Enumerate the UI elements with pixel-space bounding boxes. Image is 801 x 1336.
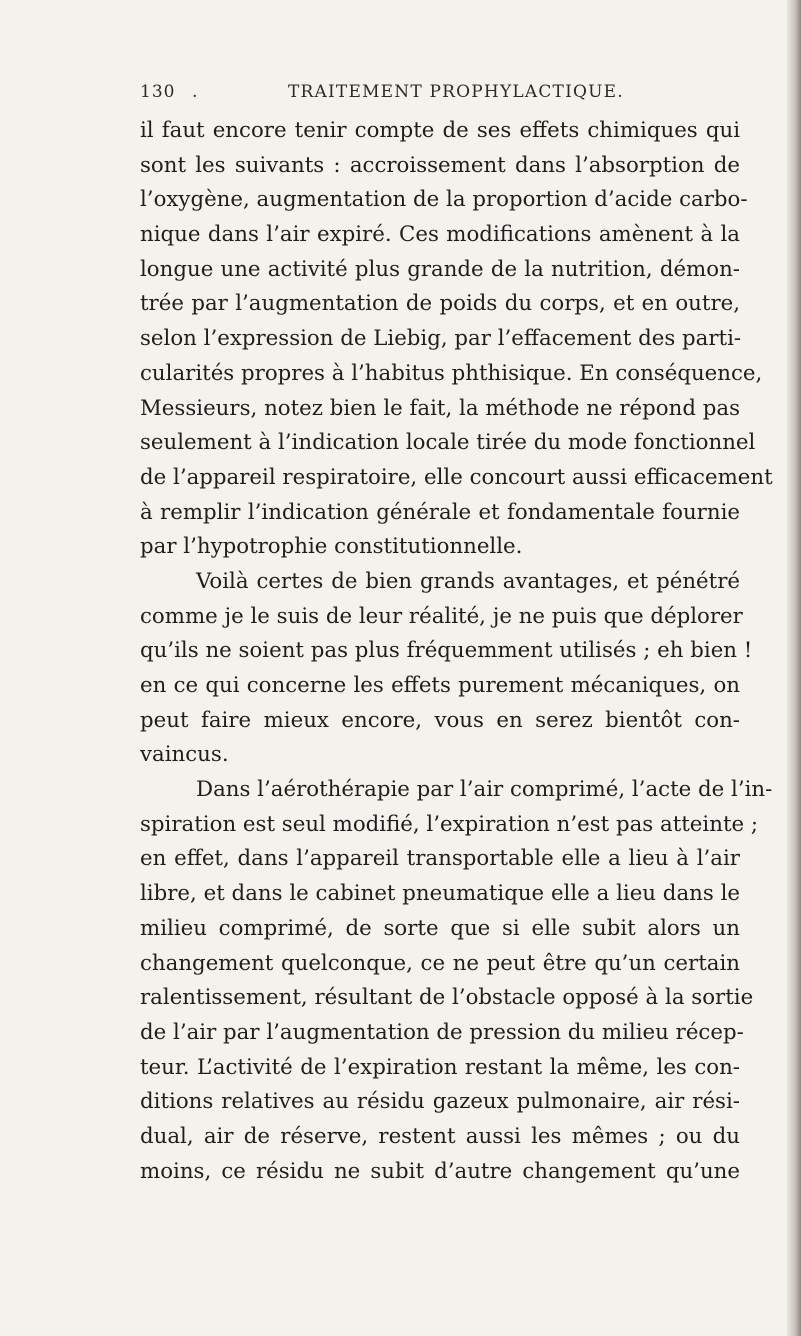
body-text (140, 114, 773, 1189)
header-separator: . (192, 82, 198, 102)
paragraph-1 (140, 114, 773, 565)
text-line: en ce qui concerne les effets purement mécaniques, on (140, 673, 740, 698)
text-line: selon l’expression de Liebig, par l’effacement des parti- (140, 326, 742, 352)
page-edge-shadow (787, 0, 801, 1336)
text-line: l’oxygène, augmentation de la proportion d’acide carbo- (140, 187, 748, 213)
text-line: qu’ils ne soient pas plus fréquemment utilisés ; eh bien ! (140, 638, 753, 664)
text-line: de l’appareil respiratoire, elle concourt aussi efficacement (140, 464, 773, 490)
text-line: en effet, dans l’appareil transportable elle a lieu à l’air (140, 846, 740, 872)
running-title: TRAITEMENT PROPHYLACTIQUE. (288, 82, 624, 102)
text-line: par l’hypotrophie constitutionnelle. (140, 534, 523, 560)
text-line: ditions relatives au résidu gazeux pulmonaire, air rési- (140, 1089, 740, 1115)
text-line: il faut encore tenir compte de ses effets chimiques qui (140, 118, 740, 143)
text-line: moins, ce résidu ne subit d’autre changement qu’une (140, 1158, 740, 1184)
text-line: dual, air de réserve, restent aussi les mêmes ; ou du (140, 1123, 740, 1149)
text-line: ralentissement, résultant de l’obstacle opposé à la sortie (140, 985, 754, 1011)
text-line: Dans l’aérothérapie par l’air comprimé, l’acte de l’in- (196, 777, 773, 803)
text-line: sont les suivants : accroissement dans l’absorption de (140, 152, 740, 178)
text-line: Voilà certes de bien grands avantages, et pénétré (196, 568, 740, 594)
text-line: libre, et dans le cabinet pneumatique elle a lieu dans le (140, 881, 740, 907)
text-line: comme je le suis de leur réalité, je ne puis que déplorer (140, 603, 743, 629)
text-line: trée par l’augmentation de poids du corps, et en outre, (140, 291, 740, 317)
text-line: cularités propres à l’habitus phthisique. En conséquence, (140, 360, 763, 386)
text-line: seulement à l’indication locale tirée du mode fonctionnel (140, 430, 756, 456)
text-line: teur. L’activité de l’expiration restant la même, les con- (140, 1054, 740, 1080)
text-line: spiration est seul modifié, l’expiration n’est pas atteinte ; (140, 811, 759, 837)
text-line: longue une activité plus grande de la nutrition, démon- (140, 256, 740, 282)
paragraph-2 (140, 565, 753, 773)
text-line: de l’air par l’augmentation de pression du milieu récep- (140, 1019, 744, 1045)
text-line: milieu comprimé, de sorte que si elle subit alors un (140, 915, 740, 941)
text-line: peut faire mieux encore, vous en serez bientôt con- (140, 707, 740, 733)
page-number: 130 (140, 82, 176, 102)
text-line: changement quelconque, ce ne peut être qu’un certain (140, 950, 740, 976)
text-line: Messieurs, notez bien le fait, la méthode ne répond pas (140, 395, 740, 421)
text-line: vaincus. (140, 742, 229, 768)
text-line: nique dans l’air expiré. Ces modifications amènent à la (140, 222, 740, 248)
paragraph-3 (140, 773, 773, 1189)
page-header (140, 82, 700, 112)
text-line: à remplir l’indication générale et fondamentale fournie (140, 499, 740, 525)
